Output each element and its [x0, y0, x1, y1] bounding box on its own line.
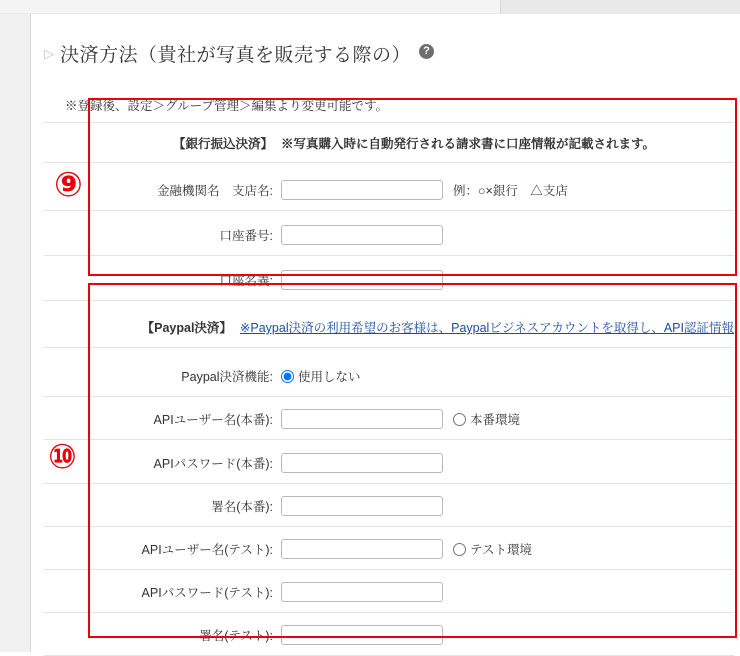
annotation-number-9: ⑨	[54, 165, 83, 205]
window-top-strip-panel	[0, 0, 501, 13]
api-password-live-label: APIパスワード(本番):	[153, 457, 273, 471]
bank-section-label: 【銀行振込決済】	[172, 136, 273, 151]
help-icon[interactable]: ?	[419, 44, 434, 59]
paypal-function-label: Paypal決済機能:	[181, 370, 273, 384]
page-title: 決済方法（貴社が写真を販売する際の）	[60, 45, 412, 66]
bank-name-example: 例：○×銀行 △支店	[453, 184, 568, 198]
api-signature-test-label: 署名(テスト):	[199, 629, 273, 643]
live-environment-label: 本番環境	[470, 413, 521, 427]
api-username-live-label: APIユーザー名(本番):	[153, 413, 273, 427]
bank-section-note: ※写真購入時に自動発行される請求書に口座情報が記載されます。	[281, 136, 656, 151]
api-password-test-label: APIパスワード(テスト):	[141, 586, 273, 600]
paypal-disabled-label: 使用しない	[298, 370, 361, 384]
section-note: ※登録後、設定＞グループ管理＞編集より変更可能です。	[65, 99, 389, 113]
annotation-box-9	[88, 98, 737, 276]
account-number-label: 口座番号:	[219, 229, 273, 243]
chevron-right-icon: ▷	[44, 46, 54, 61]
annotation-number-10: ⑩	[48, 437, 77, 477]
api-username-test-label: APIユーザー名(テスト):	[141, 543, 273, 557]
page-left-gutter	[0, 14, 31, 652]
paypal-section-label: 【Paypal決済】	[141, 321, 232, 335]
paypal-info-link[interactable]: ※Paypal決済の利用希望のお客様は、Paypalビジネスアカウントを取得し、API認証情報	[239, 321, 734, 335]
annotation-box-10	[88, 283, 737, 638]
account-holder-label: 口座名義:	[219, 274, 273, 288]
api-signature-live-label: 署名(本番):	[211, 500, 273, 514]
section-header	[44, 40, 434, 67]
test-environment-label: テスト環境	[470, 543, 533, 557]
bank-name-label: 金融機関名 支店名:	[157, 184, 273, 198]
window-top-strip	[0, 0, 740, 15]
